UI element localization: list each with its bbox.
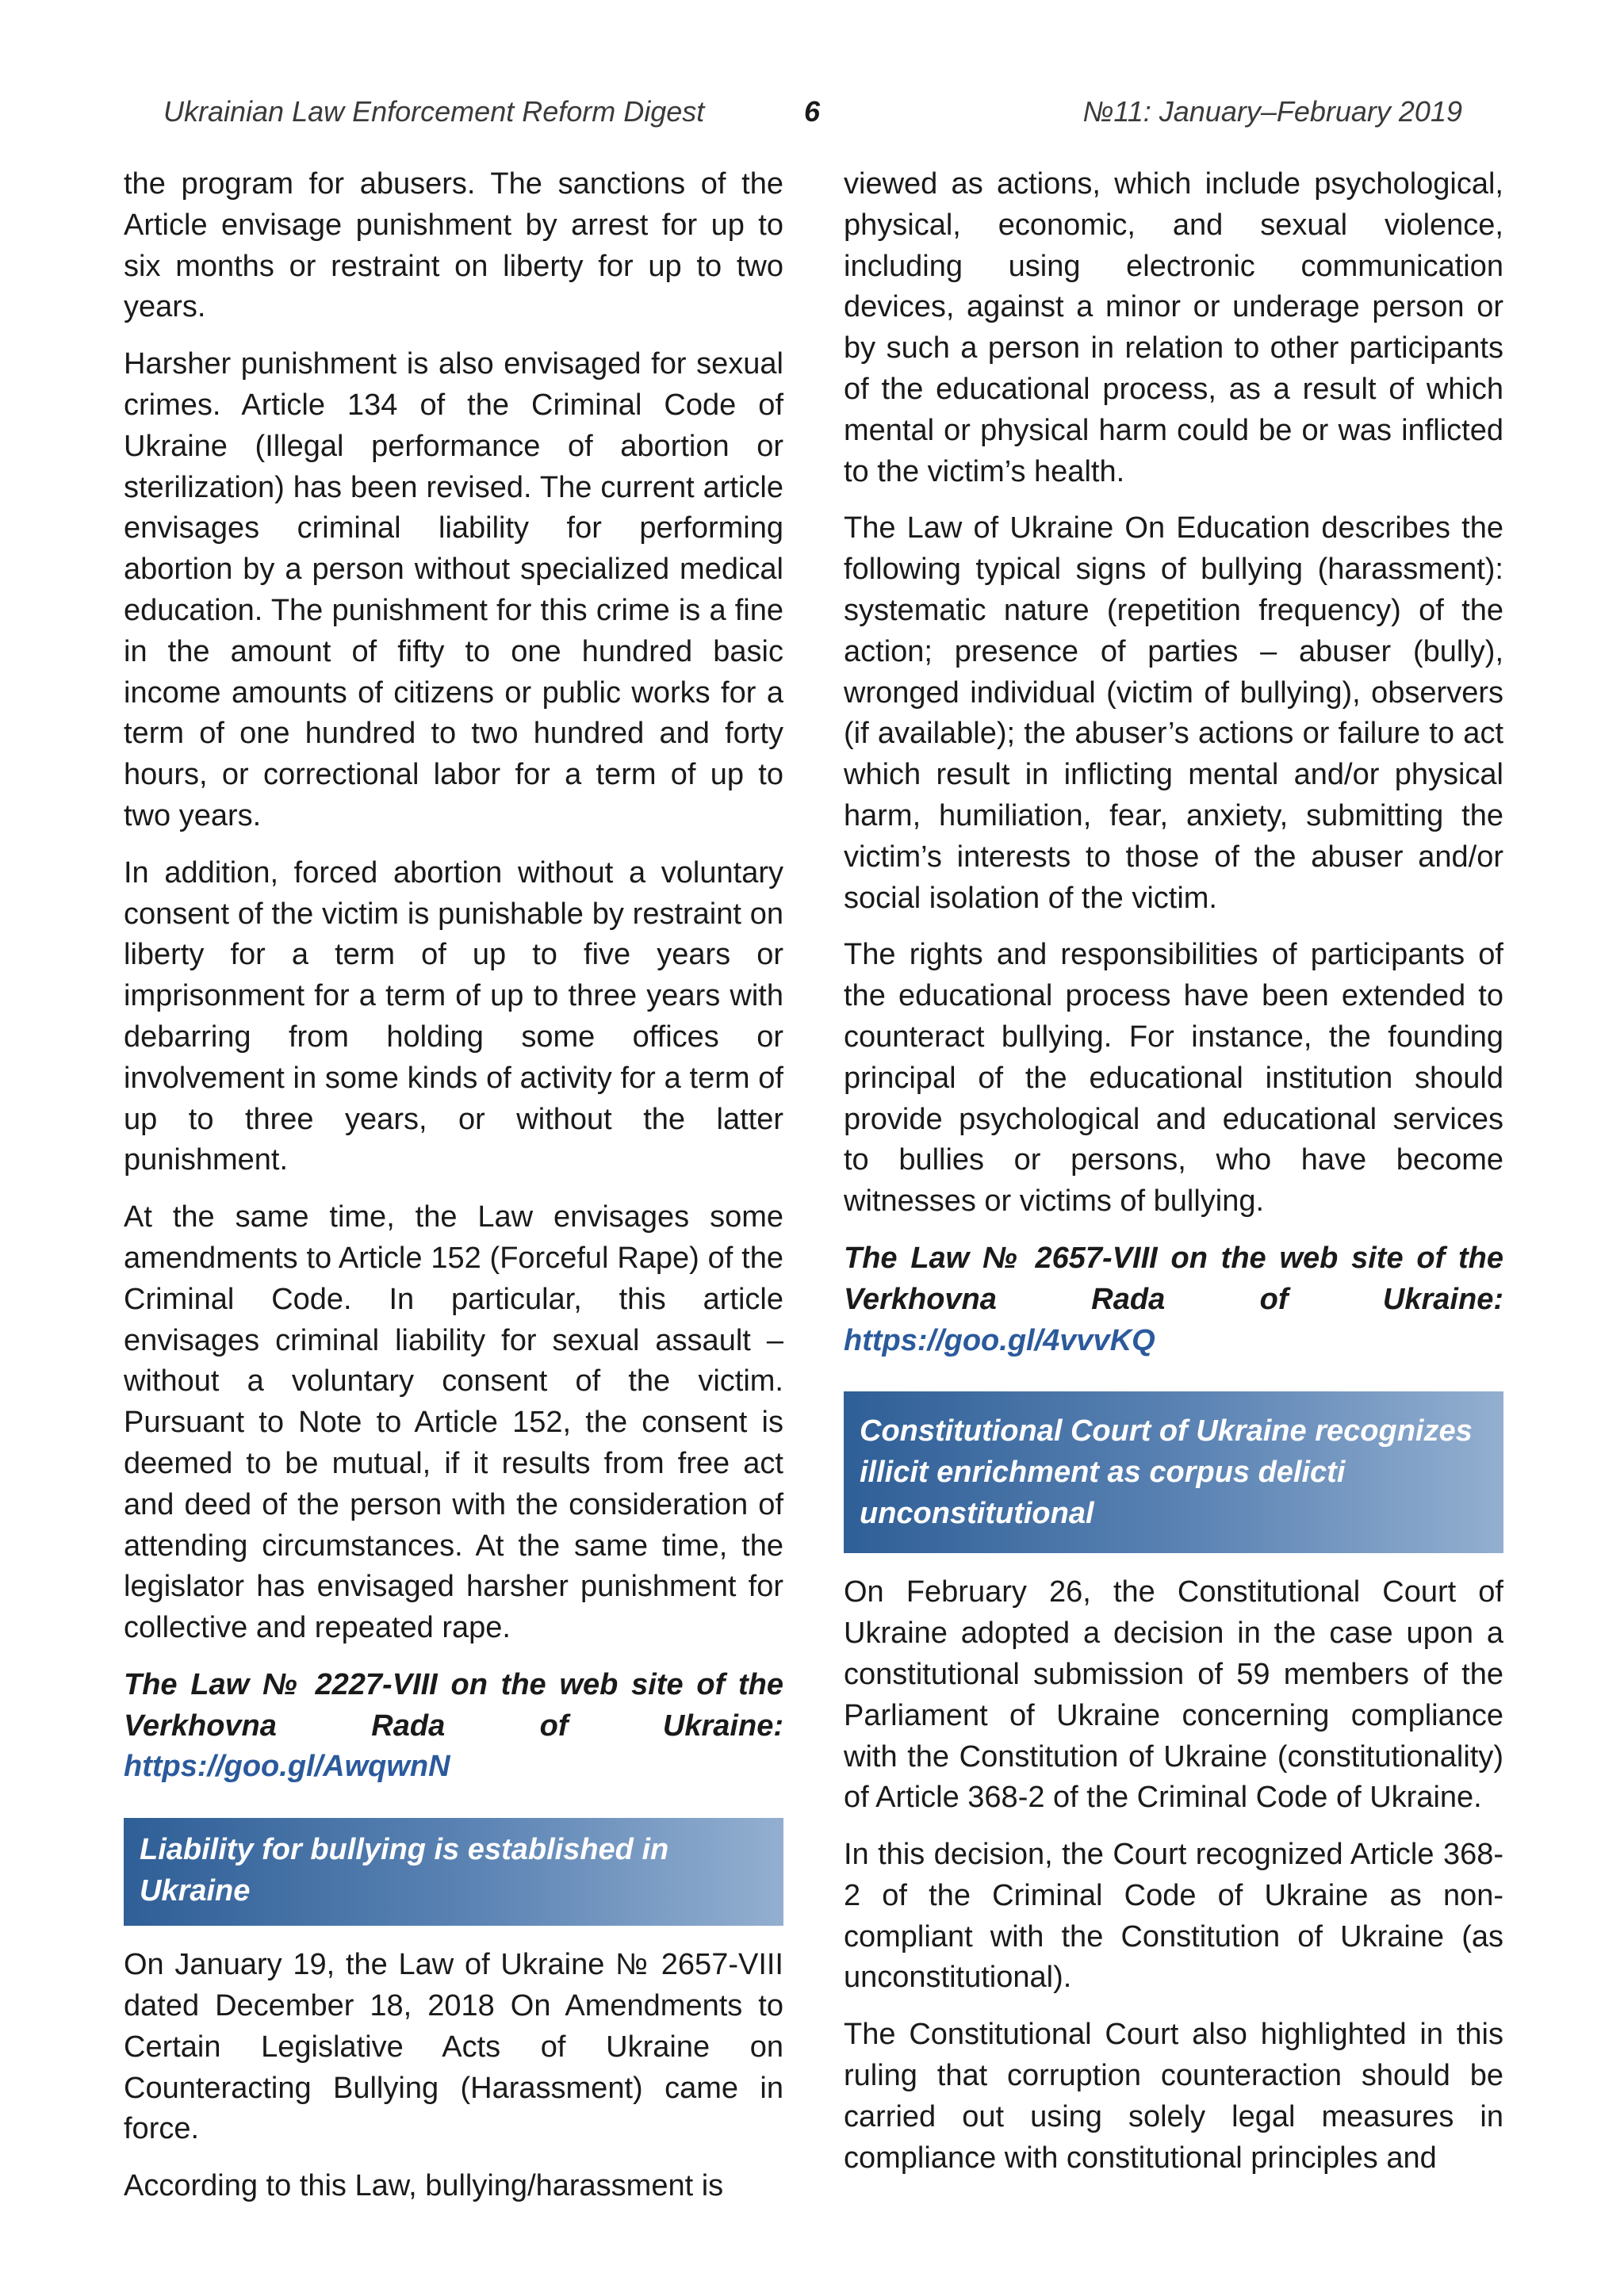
section-heading-constitutional-court: Constitutional Court of Ukraine recognizes illicit enrichment as corpus delicti unconstitutional xyxy=(844,1391,1503,1553)
paragraph: At the same time, the Law envisages some amendments to Article 152 (Forceful Rape) of the Criminal Code. In particular, this article envisages criminal liability for sexual assault – without a voluntary consent of the victim. Pursuant to Note to Article 152, the consent is deemed to be mutual, if it results from free act and deed of the person with the consideration of attending circumstances. At the same time, the legislator has envisaged harsher punishment for collective and repeated rape. xyxy=(124,1200,783,1645)
paragraph: The rights and responsibilities of participants of the educational process have been extended to counteract bullying. For instance, the founding principal of the educational institution should provide psychological and educational services to bullies or persons, who have become witnesses or victims of bullying. xyxy=(844,938,1503,1219)
right-column xyxy=(844,164,1503,2195)
left-column xyxy=(124,164,783,2223)
paragraph: According to this Law, bullying/harassment is xyxy=(124,2169,724,2203)
section-heading-bullying: Liability for bullying is established in Ukraine xyxy=(124,1818,783,1926)
source-text: The Law № 2227-VIII on the web site of the Verkhovna Rada of Ukraine: xyxy=(124,1667,783,1743)
source-reference xyxy=(124,1665,783,1788)
source-text: The Law № 2657-VIII on the web site of the Verkhovna Rada of Ukraine: xyxy=(844,1241,1503,1316)
paragraph: The Constitutional Court also highlighted in this ruling that corruption counteraction should be carried out using solely legal measures in compliance with constitutional principles and xyxy=(844,2018,1503,2175)
paragraph: On January 19, the Law of Ukraine № 2657-VIII dated December 18, 2018 On Amendments to Certain Legislative Acts of Ukraine on Counteracting Bullying (Harassment) came in force. xyxy=(124,1948,783,2146)
paragraph: viewed as actions, which include psychological, physical, economic, and sexual violence, including using electronic communication devices, against a minor or underage person or by such a person in relation to other participants of the educational process, as a result of which mental or physical harm could be or was inflicted to the victim’s health. xyxy=(844,167,1503,488)
source-link[interactable]: https://goo.gl/4vvvKQ xyxy=(844,1323,1155,1357)
paragraph: The Law of Ukraine On Education describes the following typical signs of bullying (harassment): systematic nature (repetition frequency) of the action; presence of parties – abuser (bully), wronged individual (victim of bullying), observers (if available); the abuser’s actions or failure to act which result in inflicting mental and/or physical harm, humiliation, fear, anxiety, submitting the victim’s interests to those of the abuser and/or social isolation of the victim. xyxy=(844,511,1503,915)
page-header xyxy=(0,0,1624,151)
issue-label: №11: January–February 2019 xyxy=(1082,95,1462,128)
page-number: 6 xyxy=(804,95,821,128)
paragraph: In this decision, the Court recognized Article 368-2 of the Criminal Code of Ukraine as non-compliant with the Constitution of Ukraine (as unconstitutional). xyxy=(844,1838,1503,1995)
source-link[interactable]: https://goo.gl/AwqwnN xyxy=(124,1750,450,1784)
source-reference xyxy=(844,1238,1503,1361)
paragraph: In addition, forced abortion without a voluntary consent of the victim is punishable by restraint on liberty for a term of up to five years or imprisonment for a term of up to three years with debarring from holding some offices or involvement in some kinds of activity for a term of up to three years, or without the latter punishment. xyxy=(124,855,783,1177)
publication-title: Ukrainian Law Enforcement Reform Digest xyxy=(163,95,705,128)
paragraph: Harsher punishment is also envisaged for sexual crimes. Article 134 of the Criminal Code of Ukraine (Illegal performance of abortion or sterilization) has been revised. The current article envisages criminal liability for performing abortion by a person without specialized medical education. The punishment for this crime is a fine in the amount of fifty to one hundred basic income amounts of citizens or public works for a term of one hundred to two hundred and forty hours, or correctional labor for a term of up to two years. xyxy=(124,347,783,832)
paragraph: the program for abusers. The sanctions of the Article envisage punishment by arrest for up to six months or restraint on liberty for up to two years. xyxy=(124,167,783,324)
paragraph: On February 26, the Constitutional Court of Ukraine adopted a decision in the case upon a constitutional submission of 59 members of the Parliament of Ukraine concerning compliance with the Constitution of Ukraine (constitutionality) of Article 368-2 of the Criminal Code of Ukraine. xyxy=(844,1575,1503,1815)
